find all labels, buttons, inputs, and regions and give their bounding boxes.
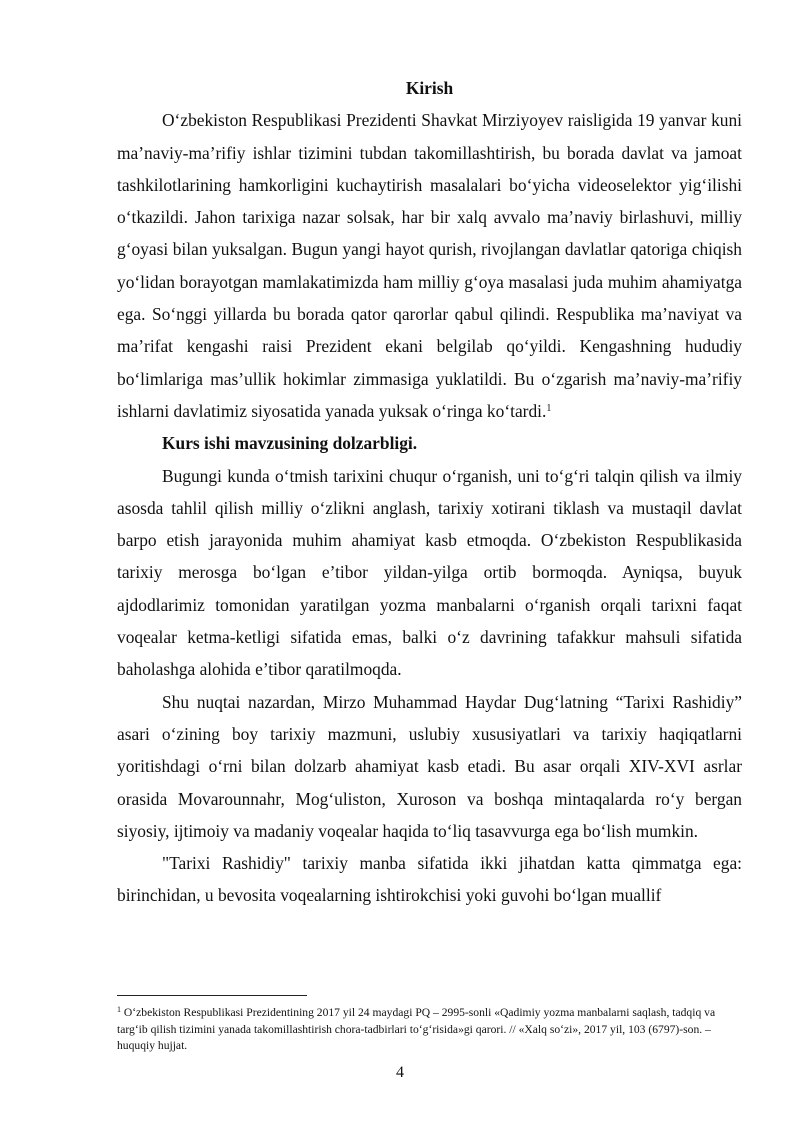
footnote-reference[interactable]: 1 xyxy=(546,402,552,414)
footnote xyxy=(117,1005,742,1055)
intro-paragraph xyxy=(117,104,742,427)
body-text xyxy=(117,72,742,912)
section-heading: Kirish xyxy=(405,78,454,98)
footnote-number: 1 xyxy=(117,1005,121,1014)
page-number: 4 xyxy=(396,1064,404,1081)
intro-paragraph-text: O‘zbekiston Respublikasi Prezidenti Shavkat Mirziyoyev raisligida 19 yanvar kuni ma’naviy-ma’rifiy ishlar tizimini tubdan takomillashtirish, bu borada davlat va jamoat tashkilotlarining hamkorligini kuchaytirish masalalari bo‘yicha videoselektor yig‘ilishi o‘tkazildi. Jahon tarixiga nazar solsak, har bir xalq avvalo ma’naviy birlashuvi, milliy g‘oyasi bilan yuksalgan. Bugun yangi hayot qurish, rivojlangan davlatlar qatoriga chiqish yo‘lidan borayotgan mamlakatimizda ham milliy g‘oya masalasi juda muhim ahamiyatga ega. So‘nggi yillarda bu borada qator qarorlar qabul qilindi. Respublika ma’naviyat va ma’rifat kengashi raisi Prezident ekani belgilab qo‘yildi. Kengashning hududiy bo‘limlariga mas’ullik hokimlar zimmasiga yuklatildi. Bu o‘zgarish ma’naviy-ma’rifiy ishlarni davlatimiz siyosatida yanada yuksak o‘ringa ko‘tardi. xyxy=(117,110,742,421)
footnote-separator xyxy=(117,995,307,996)
paragraph-1: Bugungi kunda o‘tmish tarixini chuqur o‘rganish, uni to‘g‘ri talqin qilish va ilmiy asosda tahlil qilish milliy o‘zlikni anglash, tarixiy xotirani tiklash va mustaqil davlat barpo etish jarayonida muhim ahamiyat kasb etmoqda. O‘zbekiston Respublikasida tarixiy merosga bo‘lgan e’tibor yildan-yilga ortib bormoqda. Ayniqsa, buyuk ajdodlarimiz tomonidan yaratilgan yozma manbalarni o‘rganish orqali tarixni faqat voqealar ketma-ketligi sifatida emas, balki o‘z davrining tafakkur mahsuli sifatida baholashga alohida e’tibor qaratilmoqda. xyxy=(117,465,742,680)
paragraph-3: "Tarixi Rashidiy" tarixiy manba sifatida ikki jihatdan katta qimmatga ega: birinchidan, u bevosita voqealarning ishtirokchisi yoki guvohi bo‘lgan muallif xyxy=(117,853,742,906)
relevance-subheading: Kurs ishi mavzusining dolzarbligi. xyxy=(162,433,418,454)
footnote-text: O‘zbekiston Respublikasi Prezidentining 2017 yil 24 maydagi PQ – 2995-sonli «Qadimiy yozma manbalarni saqlash, tadqiq va targ‘ib qilish tizimini yanada takomillashtirish chora-tadbirlari to‘g‘risida»gi qarori. // «Xalq so‘zi», 2017 yil, 103 (6797)-son. – huquqiy hujjat. xyxy=(117,1006,716,1052)
paragraph-2: Shu nuqtai nazardan, Mirzo Muhammad Haydar Dug‘latning “Tarixi Rashidiy” asari o‘zining boy tarixiy mazmuni, uslubiy xususiyatlari va tarixiy haqiqatlarni yoritishdagi o‘rni bilan dolzarb ahamiyat kasb etadi. Bu asar orqali XIV-XVI asrlar orasida Movarounnahr, Mog‘uliston, Xuroson va boshqa mintaqalarda ro‘y bergan siyosiy, ijtimoiy va madaniy voqealar haqida to‘liq tasavvurga ega bo‘lish mumkin. xyxy=(117,691,742,841)
